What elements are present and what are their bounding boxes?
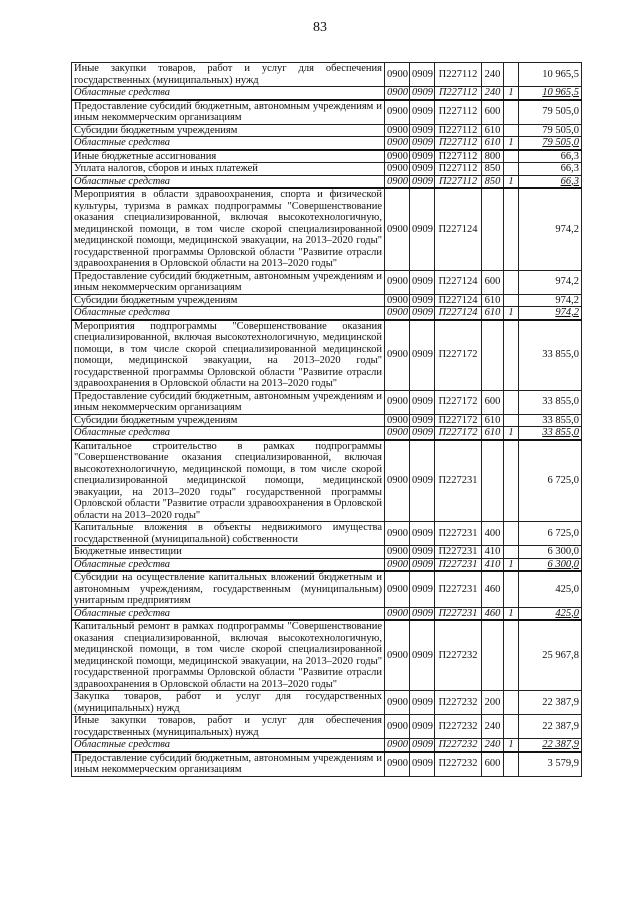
- subsection-code-cell: 0909: [410, 739, 435, 752]
- section-code-cell: 0900: [385, 620, 410, 691]
- target-article-cell: П227232: [435, 620, 482, 691]
- subsection-code-cell: 0909: [410, 620, 435, 691]
- row-name-cell: Субсидии бюджетным учреждениям: [72, 414, 385, 427]
- target-article-cell: П227232: [435, 752, 482, 777]
- section-code-cell: 0900: [385, 124, 410, 137]
- subsection-code-cell: 0909: [410, 175, 435, 188]
- table-row: [72, 752, 582, 777]
- amount-cell: 6 725,0: [519, 440, 582, 522]
- amount-cell: 79 505,0: [519, 100, 582, 125]
- section-code-cell: 0900: [385, 150, 410, 163]
- amount-cell: 974,2: [519, 270, 582, 294]
- section-code-cell: 0900: [385, 100, 410, 125]
- table-row: [72, 739, 582, 752]
- amount-cell: 25 967,8: [519, 620, 582, 691]
- expense-type-cell: 200: [482, 691, 504, 715]
- expense-type-cell: 850: [482, 163, 504, 176]
- target-article-cell: П227172: [435, 390, 482, 414]
- target-article-cell: П227231: [435, 440, 482, 522]
- amount-cell: 10 965,5: [519, 63, 582, 87]
- section-code-cell: 0900: [385, 307, 410, 320]
- funding-source-cell: [504, 390, 519, 414]
- expense-type-cell: 850: [482, 175, 504, 188]
- section-code-cell: 0900: [385, 558, 410, 571]
- table-row: [72, 390, 582, 414]
- section-code-cell: 0900: [385, 390, 410, 414]
- target-article-cell: П227112: [435, 100, 482, 125]
- expense-type-cell: 600: [482, 390, 504, 414]
- expense-type-cell: 600: [482, 100, 504, 125]
- row-name-cell: Закупка товаров, работ и услуг для государственных (муниципальных) нужд: [72, 691, 385, 715]
- table-row: [72, 270, 582, 294]
- target-article-cell: П227172: [435, 320, 482, 391]
- expense-type-cell: 600: [482, 752, 504, 777]
- table-row: [72, 63, 582, 87]
- expense-type-cell: 610: [482, 137, 504, 150]
- amount-cell: 974,2: [519, 294, 582, 307]
- row-name-cell: Капитальные вложения в объекты недвижимого имущества государственной (муниципальной) собственности: [72, 522, 385, 546]
- row-name-cell: Областные средства: [72, 137, 385, 150]
- subsection-code-cell: 0909: [410, 571, 435, 607]
- table-row: [72, 620, 582, 691]
- subsection-code-cell: 0909: [410, 691, 435, 715]
- section-code-cell: 0900: [385, 571, 410, 607]
- row-name-cell: Предоставление субсидий бюджетным, автономным учреждениям и иным некоммерческим организациям: [72, 100, 385, 125]
- table-row: [72, 558, 582, 571]
- amount-cell: 3 579,9: [519, 752, 582, 777]
- expense-type-cell: 460: [482, 571, 504, 607]
- table-row: [72, 175, 582, 188]
- section-code-cell: 0900: [385, 691, 410, 715]
- amount-cell: 6 725,0: [519, 522, 582, 546]
- row-name-cell: Областные средства: [72, 739, 385, 752]
- funding-source-cell: [504, 522, 519, 546]
- table-row: [72, 414, 582, 427]
- funding-source-cell: 1: [504, 607, 519, 620]
- expense-type-cell: 410: [482, 546, 504, 559]
- amount-cell: 66,3: [519, 150, 582, 163]
- funding-source-cell: [504, 752, 519, 777]
- expense-type-cell: 600: [482, 270, 504, 294]
- subsection-code-cell: 0909: [410, 607, 435, 620]
- expense-type-cell: 410: [482, 558, 504, 571]
- row-name-cell: Предоставление субсидий бюджетным, автономным учреждениям и иным некоммерческим организациям: [72, 270, 385, 294]
- row-name-cell: Предоставление субсидий бюджетным, автономным учреждениям и иным некоммерческим организациям: [72, 752, 385, 777]
- amount-cell: 33 855,0: [519, 427, 582, 440]
- subsection-code-cell: 0909: [410, 87, 435, 100]
- funding-source-cell: 1: [504, 137, 519, 150]
- amount-cell: 10 965,5: [519, 87, 582, 100]
- target-article-cell: П227232: [435, 739, 482, 752]
- funding-source-cell: 1: [504, 739, 519, 752]
- row-name-cell: Иные закупки товаров, работ и услуг для обеспечения государственных (муниципальных) нужд: [72, 715, 385, 739]
- amount-cell: 6 300,0: [519, 546, 582, 559]
- subsection-code-cell: 0909: [410, 307, 435, 320]
- funding-source-cell: 1: [504, 307, 519, 320]
- amount-cell: 66,3: [519, 175, 582, 188]
- table-row: [72, 607, 582, 620]
- subsection-code-cell: 0909: [410, 320, 435, 391]
- funding-source-cell: [504, 571, 519, 607]
- funding-source-cell: [504, 320, 519, 391]
- expense-type-cell: 800: [482, 150, 504, 163]
- amount-cell: 79 505,0: [519, 137, 582, 150]
- subsection-code-cell: 0909: [410, 294, 435, 307]
- funding-source-cell: [504, 294, 519, 307]
- target-article-cell: П227231: [435, 571, 482, 607]
- subsection-code-cell: 0909: [410, 427, 435, 440]
- funding-source-cell: [504, 188, 519, 270]
- table-row: [72, 440, 582, 522]
- funding-source-cell: [504, 546, 519, 559]
- expense-type-cell: 610: [482, 427, 504, 440]
- subsection-code-cell: 0909: [410, 124, 435, 137]
- subsection-code-cell: 0909: [410, 546, 435, 559]
- target-article-cell: П227231: [435, 546, 482, 559]
- funding-source-cell: 1: [504, 558, 519, 571]
- amount-cell: 425,0: [519, 571, 582, 607]
- amount-cell: 79 505,0: [519, 124, 582, 137]
- funding-source-cell: [504, 715, 519, 739]
- funding-source-cell: [504, 270, 519, 294]
- section-code-cell: 0900: [385, 546, 410, 559]
- funding-source-cell: 1: [504, 87, 519, 100]
- table-row: [72, 691, 582, 715]
- section-code-cell: 0900: [385, 270, 410, 294]
- funding-source-cell: 1: [504, 175, 519, 188]
- row-name-cell: Областные средства: [72, 307, 385, 320]
- target-article-cell: П227112: [435, 137, 482, 150]
- section-code-cell: 0900: [385, 715, 410, 739]
- section-code-cell: 0900: [385, 607, 410, 620]
- row-name-cell: Областные средства: [72, 558, 385, 571]
- row-name-cell: Капитальное строительство в рамках подпрограммы "Совершенствование оказания специализированной, включая высокотехнологичную, медицинской помощи, в том числе скорой специализированной медицинской помощи, медицинской эвакуации, на 2013–2020 годы" государственной программы Орловской области "Развитие отрасли здравоохранения в Орловской области на 2013–2020 годы": [72, 440, 385, 522]
- section-code-cell: 0900: [385, 137, 410, 150]
- target-article-cell: П227112: [435, 163, 482, 176]
- table-row: [72, 546, 582, 559]
- section-code-cell: 0900: [385, 522, 410, 546]
- expense-type-cell: [482, 440, 504, 522]
- section-code-cell: 0900: [385, 414, 410, 427]
- expense-type-cell: 240: [482, 739, 504, 752]
- subsection-code-cell: 0909: [410, 522, 435, 546]
- table-row: [72, 100, 582, 125]
- row-name-cell: Областные средства: [72, 87, 385, 100]
- section-code-cell: 0900: [385, 440, 410, 522]
- subsection-code-cell: 0909: [410, 390, 435, 414]
- row-name-cell: Бюджетные инвестиции: [72, 546, 385, 559]
- amount-cell: 22 387,9: [519, 691, 582, 715]
- section-code-cell: 0900: [385, 427, 410, 440]
- table-row: [72, 294, 582, 307]
- subsection-code-cell: 0909: [410, 163, 435, 176]
- row-name-cell: Субсидии на осуществление капитальных вложений бюджетным и автономным учреждениям, государственным (муниципальным) унитарным предприятиям: [72, 571, 385, 607]
- amount-cell: 974,2: [519, 188, 582, 270]
- subsection-code-cell: 0909: [410, 63, 435, 87]
- amount-cell: 66,3: [519, 163, 582, 176]
- expense-type-cell: 460: [482, 607, 504, 620]
- subsection-code-cell: 0909: [410, 137, 435, 150]
- table-row: [72, 188, 582, 270]
- subsection-code-cell: 0909: [410, 414, 435, 427]
- expense-type-cell: [482, 320, 504, 391]
- expense-type-cell: 240: [482, 715, 504, 739]
- target-article-cell: П227124: [435, 188, 482, 270]
- section-code-cell: 0900: [385, 294, 410, 307]
- page-number: 83: [313, 20, 327, 35]
- table-row: [72, 163, 582, 176]
- section-code-cell: 0900: [385, 752, 410, 777]
- amount-cell: 22 387,9: [519, 715, 582, 739]
- target-article-cell: П227112: [435, 175, 482, 188]
- expense-type-cell: 400: [482, 522, 504, 546]
- section-code-cell: 0900: [385, 188, 410, 270]
- expense-type-cell: 610: [482, 124, 504, 137]
- subsection-code-cell: 0909: [410, 440, 435, 522]
- row-name-cell: Иные бюджетные ассигнования: [72, 150, 385, 163]
- target-article-cell: П227124: [435, 270, 482, 294]
- subsection-code-cell: 0909: [410, 150, 435, 163]
- row-name-cell: Уплата налогов, сборов и иных платежей: [72, 163, 385, 176]
- target-article-cell: П227112: [435, 87, 482, 100]
- subsection-code-cell: 0909: [410, 188, 435, 270]
- funding-source-cell: [504, 100, 519, 125]
- table-row: [72, 571, 582, 607]
- funding-source-cell: [504, 63, 519, 87]
- row-name-cell: Областные средства: [72, 175, 385, 188]
- table-row: [72, 522, 582, 546]
- row-name-cell: Областные средства: [72, 607, 385, 620]
- section-code-cell: 0900: [385, 175, 410, 188]
- target-article-cell: П227232: [435, 715, 482, 739]
- expense-type-cell: 240: [482, 63, 504, 87]
- expense-type-cell: [482, 620, 504, 691]
- target-article-cell: П227112: [435, 150, 482, 163]
- expense-type-cell: 610: [482, 414, 504, 427]
- row-name-cell: Мероприятия в области здравоохранения, спорта и физической культуры, туризма в рамках подпрограммы "Совершенствование оказания специализированной, включая высокотехнологичную, медицинской помощи, в том числе скорой специализированной медицинской помощи, медицинской эвакуации, на 2013–2020 годы" государственной программы Орловской области "Развитие отрасли здравоохранения в Орловской области на 2013–2020 годы": [72, 188, 385, 270]
- target-article-cell: П227231: [435, 558, 482, 571]
- row-name-cell: Мероприятия подпрограммы "Совершенствование оказания специализированной, включая высокотехнологичную, медицинской помощи, в том числе скорой специализированной медицинской помощи, медицинской эвакуации, на 2013–2020 годы" государственной программы Орловской области "Развитие отрасли здравоохранения в Орловской области на 2013–2020 годы": [72, 320, 385, 391]
- subsection-code-cell: 0909: [410, 558, 435, 571]
- target-article-cell: П227124: [435, 294, 482, 307]
- section-code-cell: 0900: [385, 320, 410, 391]
- row-name-cell: Предоставление субсидий бюджетным, автономным учреждениям и иным некоммерческим организациям: [72, 390, 385, 414]
- funding-source-cell: [504, 691, 519, 715]
- funding-source-cell: [504, 620, 519, 691]
- table-row: [72, 137, 582, 150]
- row-name-cell: Областные средства: [72, 427, 385, 440]
- row-name-cell: Субсидии бюджетным учреждениям: [72, 124, 385, 137]
- amount-cell: 974,2: [519, 307, 582, 320]
- table-row: [72, 150, 582, 163]
- budget-table-body: [72, 63, 582, 777]
- table-row: [72, 715, 582, 739]
- section-code-cell: 0900: [385, 87, 410, 100]
- subsection-code-cell: 0909: [410, 715, 435, 739]
- target-article-cell: П227124: [435, 307, 482, 320]
- target-article-cell: П227232: [435, 691, 482, 715]
- target-article-cell: П227172: [435, 414, 482, 427]
- expense-type-cell: 610: [482, 294, 504, 307]
- subsection-code-cell: 0909: [410, 270, 435, 294]
- funding-source-cell: [504, 150, 519, 163]
- row-name-cell: Субсидии бюджетным учреждениям: [72, 294, 385, 307]
- funding-source-cell: [504, 124, 519, 137]
- table-row: [72, 307, 582, 320]
- section-code-cell: 0900: [385, 163, 410, 176]
- target-article-cell: П227231: [435, 522, 482, 546]
- table-row: [72, 124, 582, 137]
- target-article-cell: П227172: [435, 427, 482, 440]
- amount-cell: 33 855,0: [519, 414, 582, 427]
- amount-cell: 425,0: [519, 607, 582, 620]
- expense-type-cell: [482, 188, 504, 270]
- funding-source-cell: [504, 440, 519, 522]
- amount-cell: 6 300,0: [519, 558, 582, 571]
- subsection-code-cell: 0909: [410, 100, 435, 125]
- target-article-cell: П227231: [435, 607, 482, 620]
- funding-source-cell: [504, 414, 519, 427]
- table-row: [72, 87, 582, 100]
- expense-type-cell: 240: [482, 87, 504, 100]
- table-row: [72, 320, 582, 391]
- amount-cell: 33 855,0: [519, 320, 582, 391]
- target-article-cell: П227112: [435, 124, 482, 137]
- amount-cell: 33 855,0: [519, 390, 582, 414]
- table-row: [72, 427, 582, 440]
- subsection-code-cell: 0909: [410, 752, 435, 777]
- funding-source-cell: 1: [504, 427, 519, 440]
- target-article-cell: П227112: [435, 63, 482, 87]
- section-code-cell: 0900: [385, 739, 410, 752]
- budget-table: [71, 62, 582, 777]
- row-name-cell: Капитальный ремонт в рамках подпрограммы "Совершенствование оказания специализированной, включая высокотехнологичную, медицинской помощи, в том числе скорой специализированной медицинской помощи, медицинской эвакуации, на 2013–2020 годы" государственной программы Орловской области "Развитие отрасли здравоохранения в Орловской области на 2013–2020 годы": [72, 620, 385, 691]
- row-name-cell: Иные закупки товаров, работ и услуг для обеспечения государственных (муниципальных) нужд: [72, 63, 385, 87]
- funding-source-cell: [504, 163, 519, 176]
- amount-cell: 22 387,9: [519, 739, 582, 752]
- section-code-cell: 0900: [385, 63, 410, 87]
- expense-type-cell: 610: [482, 307, 504, 320]
